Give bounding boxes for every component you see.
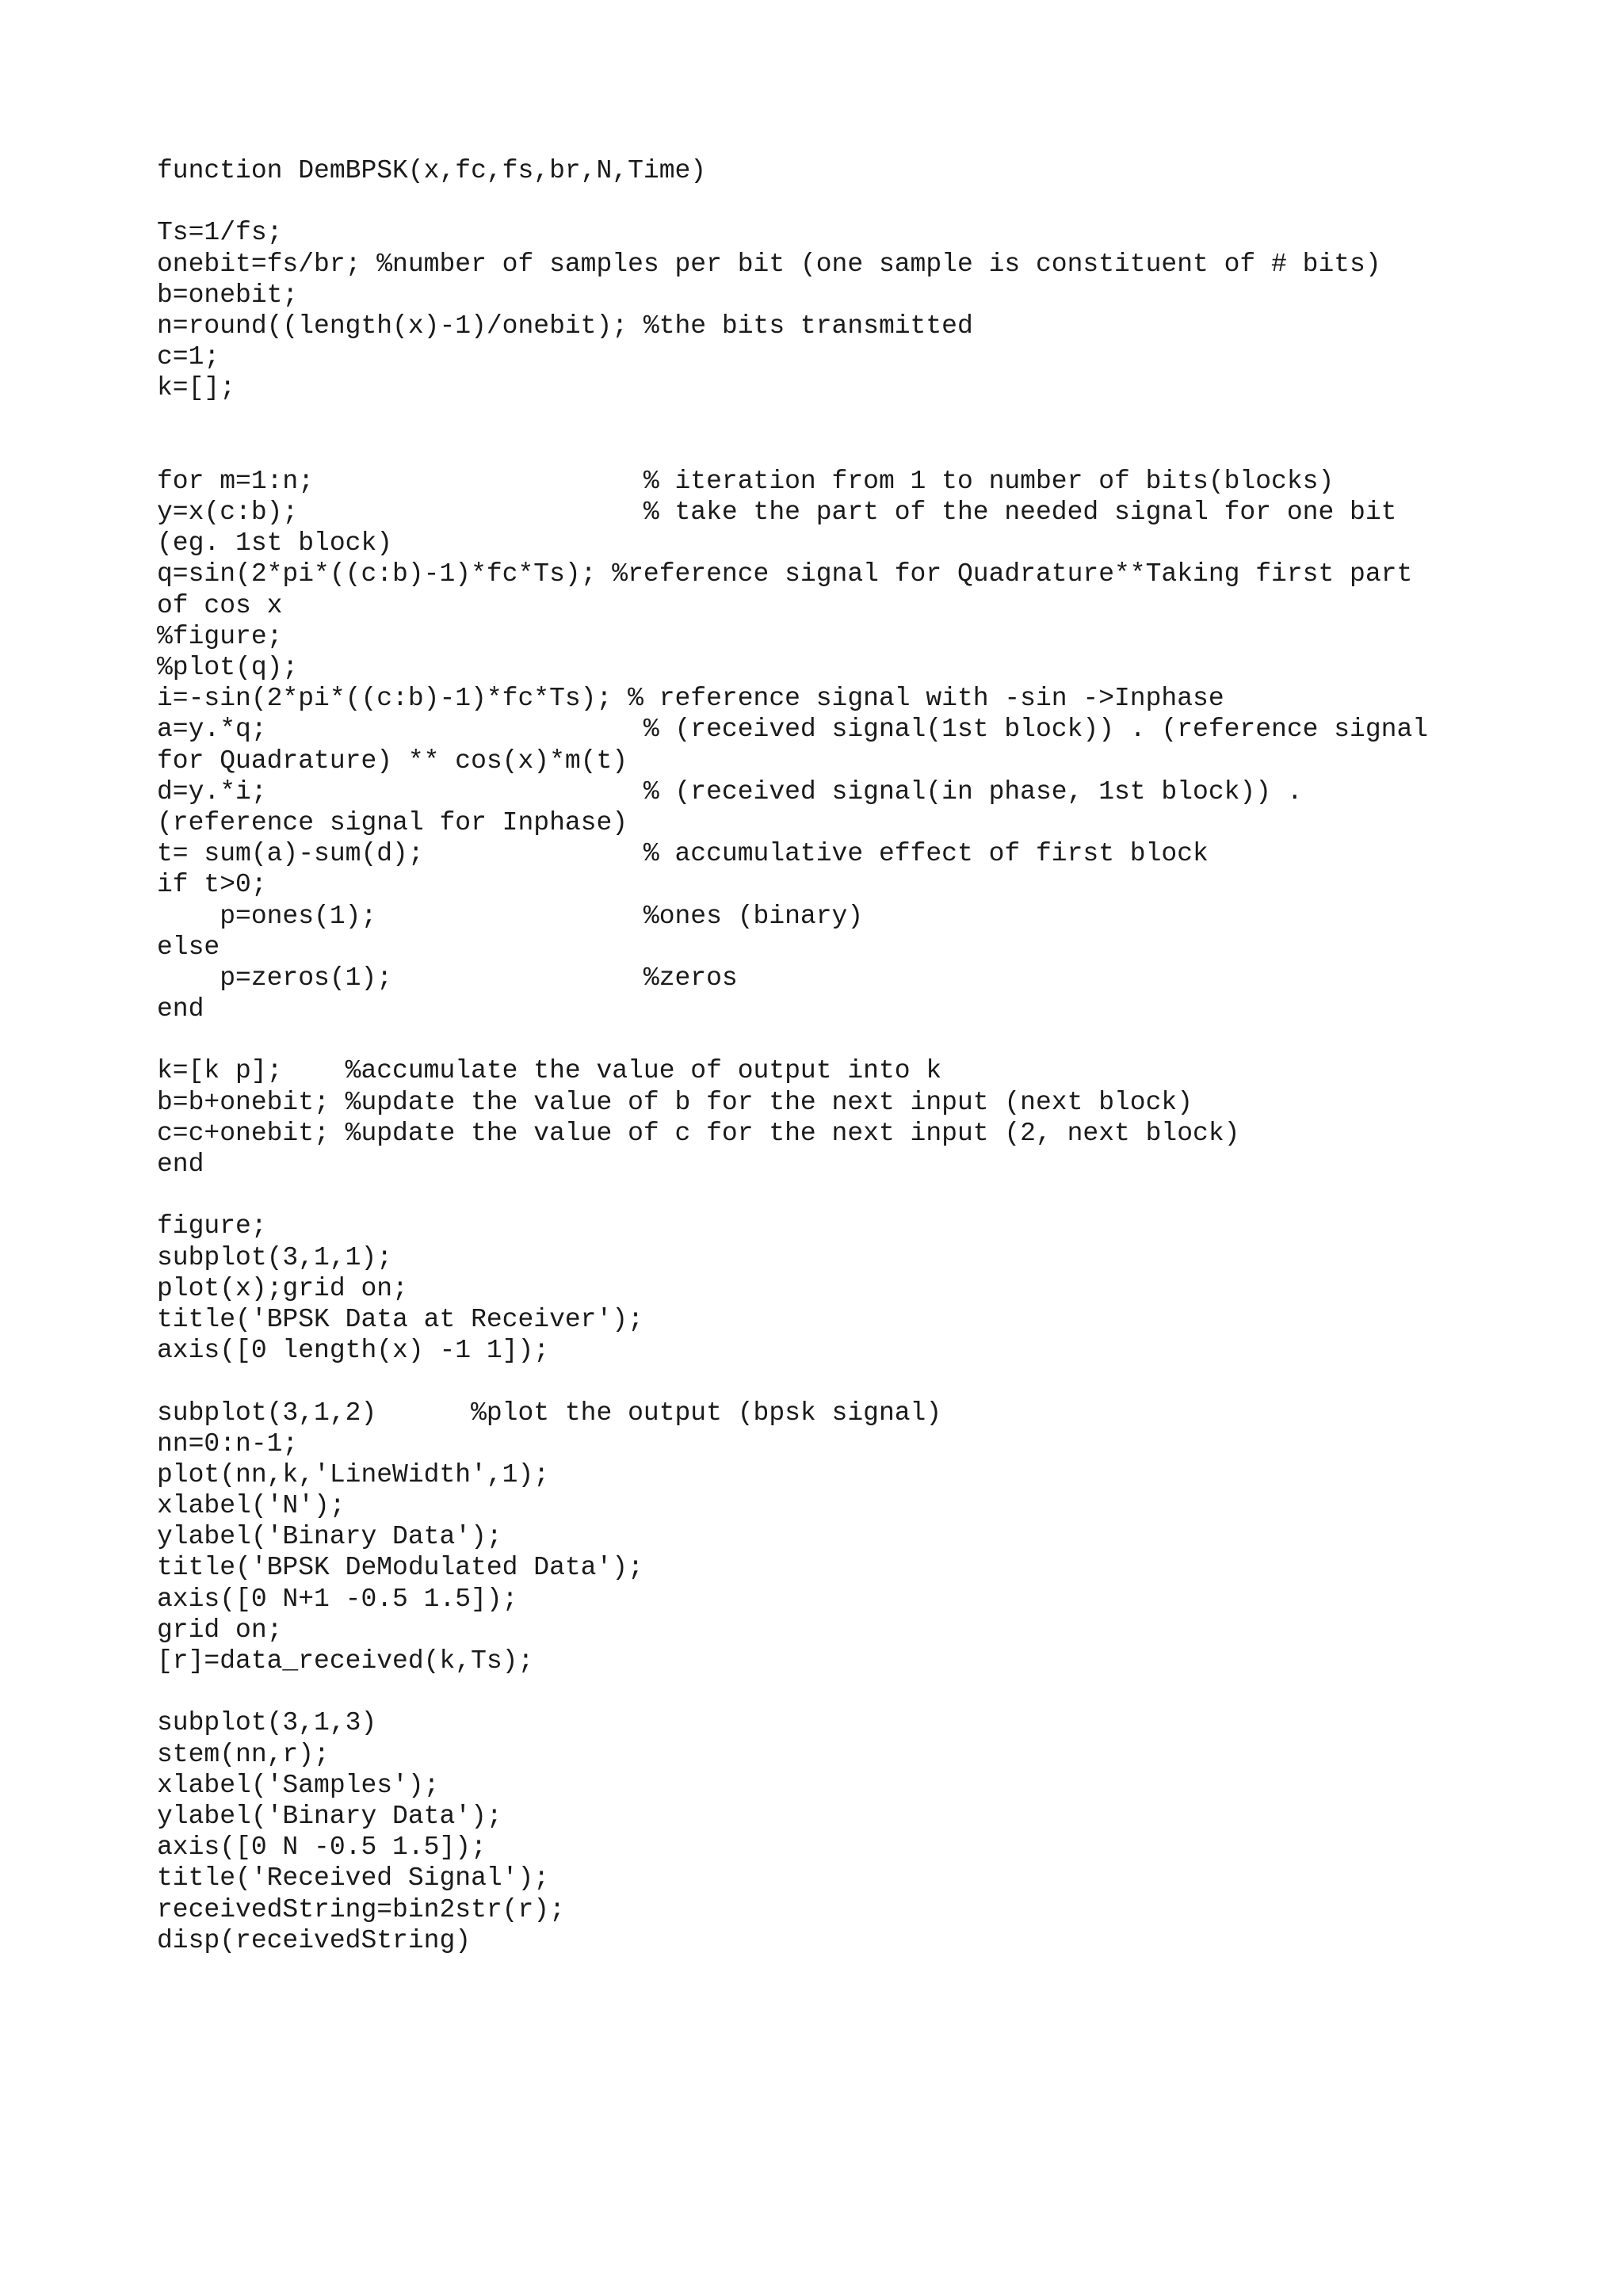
- code-line: [157, 1024, 1583, 1055]
- code-line: t= sum(a)-sum(d); % accumulative effect of first block: [157, 839, 1209, 869]
- code-line: title('Received Signal');: [157, 1863, 550, 1894]
- code-line: ylabel('Binary Data');: [157, 1801, 502, 1831]
- code-line: if t>0;: [157, 870, 267, 900]
- code-line: disp(receivedString): [157, 1925, 472, 1955]
- code-line: axis([0 length(x) -1 1]);: [157, 1336, 550, 1366]
- code-line: p=zeros(1); %zeros: [157, 963, 738, 993]
- code-line: grid on;: [157, 1615, 283, 1645]
- code-line: i=-sin(2*pi*((c:b)-1)*fc*Ts); % reference signal with -sin ->Inphase: [157, 684, 1224, 714]
- code-line: receivedString=bin2str(r);: [157, 1894, 565, 1924]
- code-line: plot(x);grid on;: [157, 1273, 408, 1303]
- code-line: title('BPSK Data at Receiver');: [157, 1304, 643, 1334]
- code-line: [157, 1180, 1583, 1211]
- code-line: onebit=fs/br; %number of samples per bit (one sample is constituent of # bits): [157, 249, 1381, 279]
- code-line: of cos x: [157, 590, 283, 620]
- code-line: Ts=1/fs;: [157, 218, 283, 248]
- code-line: b=b+onebit; %update the value of b for the next input (next block): [157, 1087, 1193, 1117]
- code-line: nn=0:n-1;: [157, 1428, 299, 1459]
- code-line: subplot(3,1,2) %plot the output (bpsk signal): [157, 1398, 942, 1428]
- code-line: ylabel('Binary Data');: [157, 1522, 502, 1552]
- code-line: %figure;: [157, 621, 283, 651]
- code-line: [157, 1366, 1583, 1397]
- code-line: end: [157, 1150, 204, 1179]
- code-line: c=1;: [157, 342, 220, 372]
- code-line: title('BPSK DeModulated Data');: [157, 1553, 643, 1583]
- code-line: for Quadrature) ** cos(x)*m(t): [157, 746, 628, 776]
- code-line: (eg. 1st block): [157, 528, 393, 559]
- code-line: p=ones(1); %ones (binary): [157, 901, 864, 931]
- code-line: [157, 435, 1583, 466]
- code-line: else: [157, 932, 220, 962]
- code-line: [r]=data_received(k,Ts);: [157, 1646, 534, 1676]
- code-line: axis([0 N -0.5 1.5]);: [157, 1833, 487, 1863]
- code-line: y=x(c:b); % take the part of the needed signal for one bit: [157, 498, 1397, 528]
- code-line: k=[k p]; %accumulate the value of output into k: [157, 1056, 942, 1086]
- code-line: stem(nn,r);: [157, 1739, 330, 1769]
- code-line: %plot(q);: [157, 653, 299, 682]
- code-line: q=sin(2*pi*((c:b)-1)*fc*Ts); %reference signal for Quadrature**Taking first part: [157, 559, 1413, 589]
- code-line: b=onebit;: [157, 280, 299, 310]
- code-line: figure;: [157, 1211, 267, 1241]
- code-line: plot(nn,k,'LineWidth',1);: [157, 1459, 550, 1489]
- code-line: [157, 1676, 1583, 1707]
- code-line: xlabel('Samples');: [157, 1770, 440, 1800]
- code-line: [157, 186, 1583, 217]
- code-line: subplot(3,1,1);: [157, 1242, 393, 1272]
- code-line: [157, 404, 1583, 435]
- code-listing: [157, 155, 1583, 1956]
- code-line: xlabel('N');: [157, 1491, 346, 1521]
- code-line: axis([0 N+1 -0.5 1.5]);: [157, 1584, 518, 1614]
- code-line: a=y.*q; % (received signal(1st block)) . (reference signal: [157, 715, 1429, 745]
- code-line: n=round((length(x)-1)/onebit); %the bits transmitted: [157, 311, 973, 341]
- code-line: k=[];: [157, 373, 236, 403]
- code-line: function DemBPSK(x,fc,fs,br,N,Time): [157, 156, 707, 185]
- code-line: c=c+onebit; %update the value of c for the next input (2, next block): [157, 1118, 1240, 1148]
- code-line: (reference signal for Inphase): [157, 807, 628, 837]
- code-line: for m=1:n; % iteration from 1 to number of bits(blocks): [157, 466, 1335, 496]
- code-line: subplot(3,1,3): [157, 1708, 377, 1738]
- code-line: d=y.*i; % (received signal(in phase, 1st block)) .: [157, 776, 1303, 807]
- code-line: end: [157, 994, 204, 1024]
